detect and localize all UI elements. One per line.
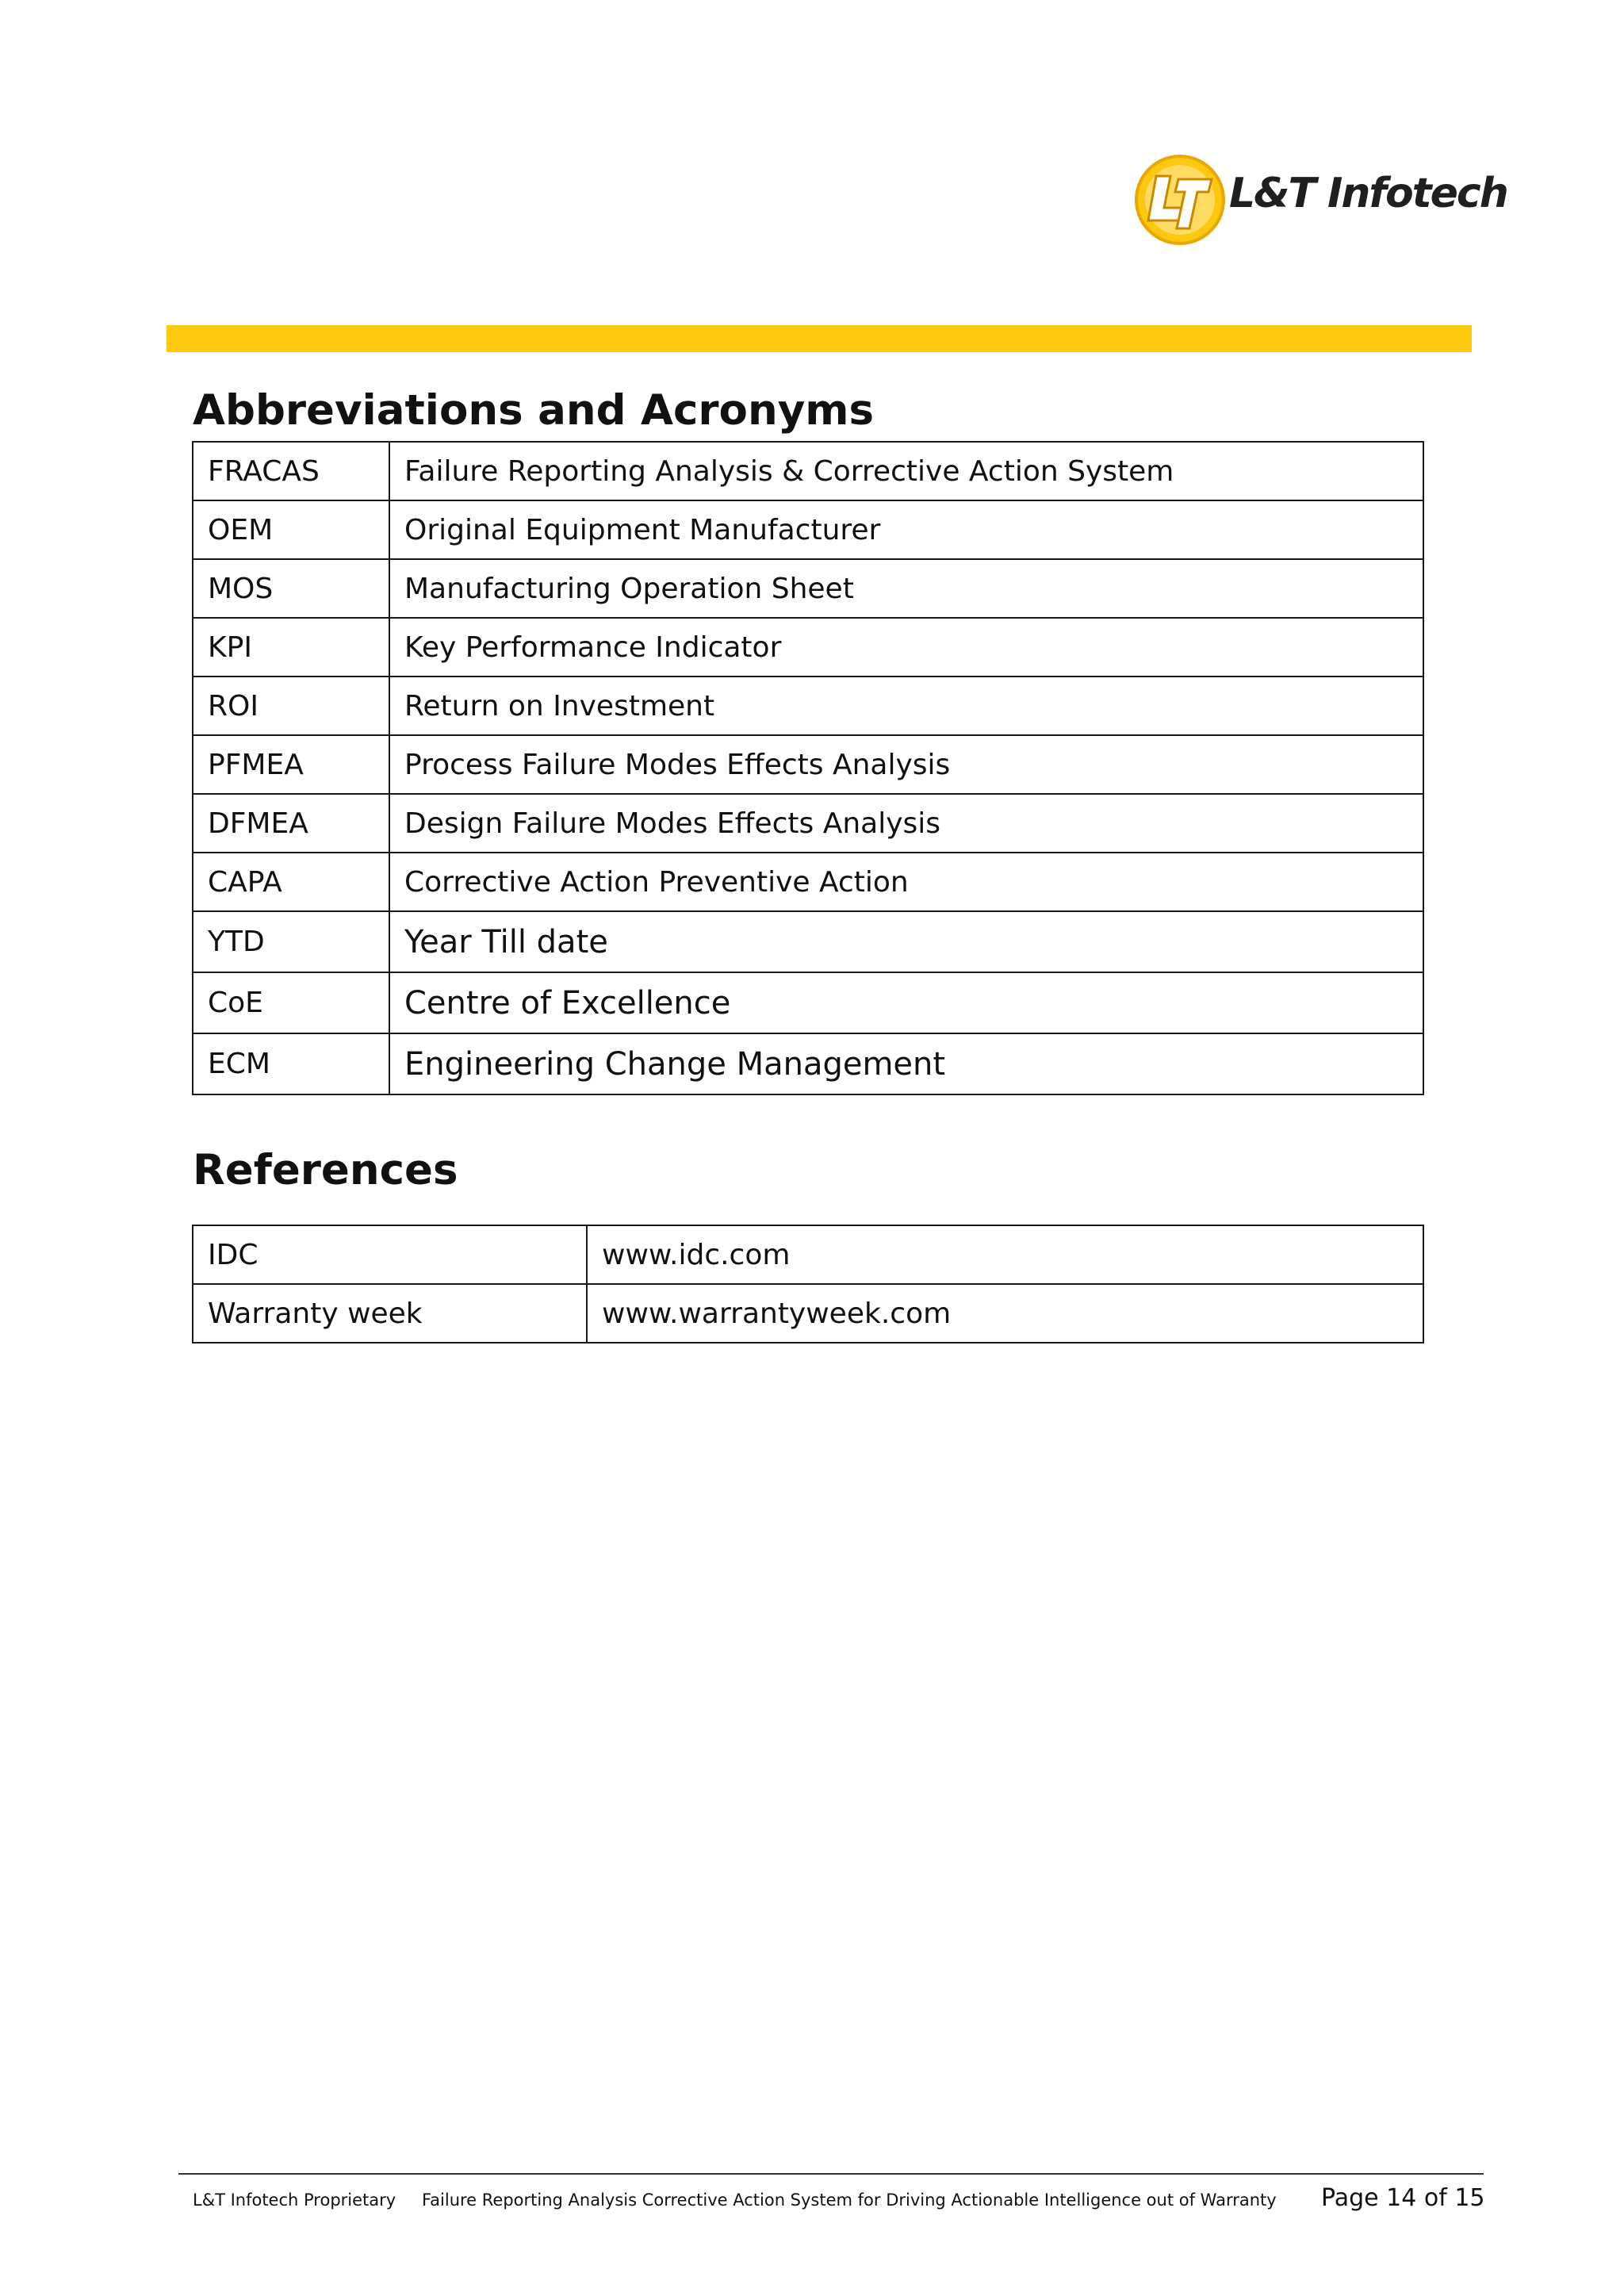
abbreviation-definition: Key Performance Indicator — [389, 618, 1423, 677]
footer-document-title: Failure Reporting Analysis Corrective Action System for Driving Actionable Intelligence out of Warranty — [422, 2191, 1277, 2210]
abbreviations-title: Abbreviations and Acronyms — [193, 386, 875, 435]
header-band — [167, 325, 1472, 352]
abbreviation-definition: Centre of Excellence — [389, 972, 1423, 1033]
abbreviation-term: ROI — [193, 677, 389, 735]
abbreviation-definition: Year Till date — [389, 911, 1423, 972]
abbreviation-term: KPI — [193, 618, 389, 677]
abbreviation-definition: Process Failure Modes Effects Analysis — [389, 735, 1423, 794]
table-row — [193, 853, 1423, 911]
references-table — [192, 1225, 1424, 1343]
abbreviation-definition: Failure Reporting Analysis & Corrective Action System — [389, 442, 1423, 500]
reference-url: www.warrantyweek.com — [587, 1284, 1423, 1343]
table-row — [193, 794, 1423, 853]
abbreviation-term: ECM — [193, 1033, 389, 1094]
abbreviation-term: CoE — [193, 972, 389, 1033]
table-row — [193, 1033, 1423, 1094]
table-row — [193, 442, 1423, 500]
footer-divider — [178, 2173, 1484, 2175]
lt-logo-icon — [1132, 152, 1228, 247]
table-row — [193, 677, 1423, 735]
abbreviation-definition: Return on Investment — [389, 677, 1423, 735]
abbreviation-definition: Corrective Action Preventive Action — [389, 853, 1423, 911]
footer-proprietary: L&T Infotech Proprietary — [193, 2191, 396, 2210]
table-row — [193, 559, 1423, 618]
abbreviation-term: YTD — [193, 911, 389, 972]
abbreviation-term: CAPA — [193, 853, 389, 911]
table-row — [193, 972, 1423, 1033]
table-row — [193, 500, 1423, 559]
table-row — [193, 735, 1423, 794]
table-row — [193, 1225, 1423, 1284]
company-logo — [1132, 152, 1507, 247]
table-row — [193, 618, 1423, 677]
abbreviation-definition: Design Failure Modes Effects Analysis — [389, 794, 1423, 853]
reference-source: IDC — [193, 1225, 587, 1284]
table-row — [193, 911, 1423, 972]
abbreviation-term: MOS — [193, 559, 389, 618]
references-title: References — [193, 1146, 458, 1194]
abbreviation-term: DFMEA — [193, 794, 389, 853]
logo-text: L&T Infotech — [1229, 170, 1507, 217]
abbreviations-table — [192, 441, 1424, 1095]
page-number: Page 14 of 15 — [1321, 2184, 1485, 2212]
abbreviation-term: PFMEA — [193, 735, 389, 794]
abbreviation-term: FRACAS — [193, 442, 389, 500]
reference-url: www.idc.com — [587, 1225, 1423, 1284]
table-row — [193, 1284, 1423, 1343]
abbreviation-definition: Engineering Change Management — [389, 1033, 1423, 1094]
reference-source: Warranty week — [193, 1284, 587, 1343]
abbreviation-definition: Manufacturing Operation Sheet — [389, 559, 1423, 618]
abbreviation-term: OEM — [193, 500, 389, 559]
abbreviation-definition: Original Equipment Manufacturer — [389, 500, 1423, 559]
